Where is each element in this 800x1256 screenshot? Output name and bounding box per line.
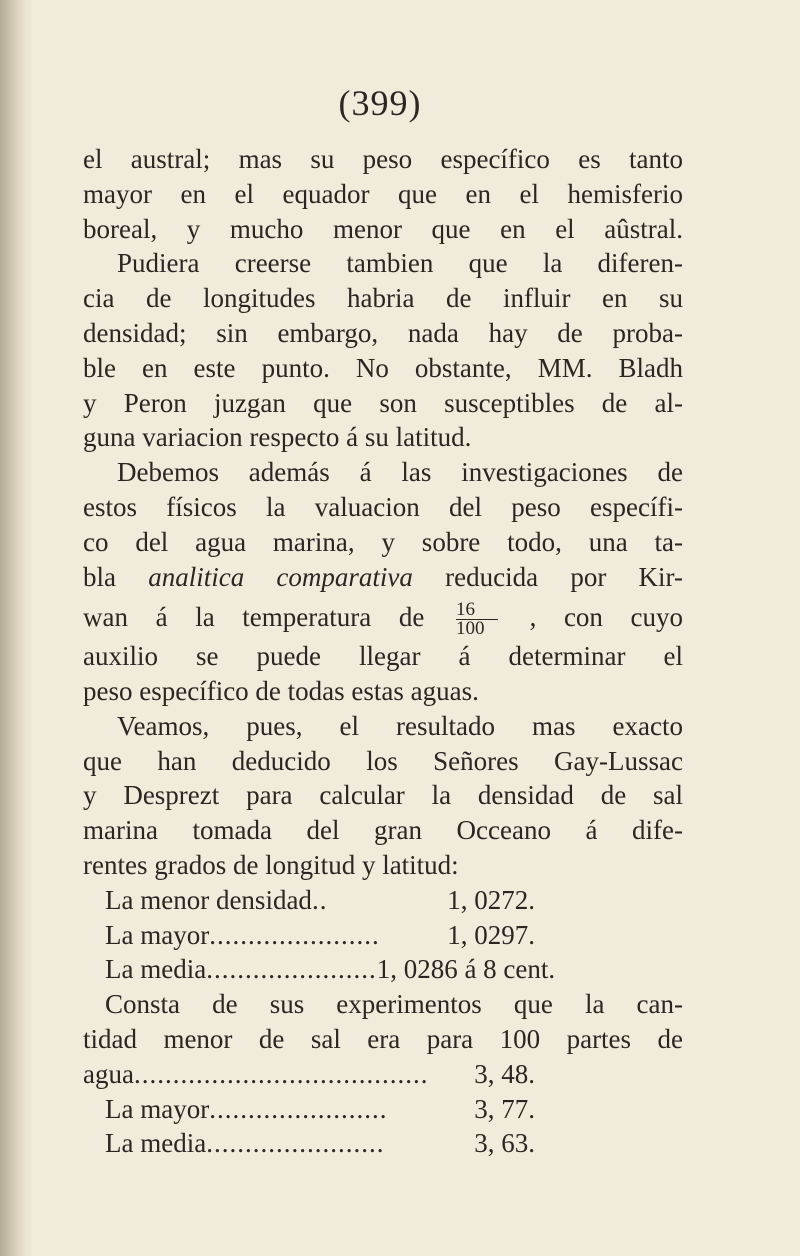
text-segment: bla	[83, 561, 149, 592]
salt-row	[83, 1126, 535, 1161]
page-number: (399)	[338, 83, 422, 123]
salt-row	[83, 1057, 535, 1092]
salt-row	[83, 1092, 535, 1127]
leader-dots: ......................	[206, 954, 377, 985]
text-line: Pudiera creerse tambien que la diferen-	[117, 248, 683, 279]
text-line-fraction	[83, 599, 684, 640]
text-line: y Desprezt para calcular la densidad de sal	[83, 780, 683, 811]
row-value: 1, 0286 á 8 cent.	[376, 954, 556, 985]
density-row	[83, 918, 535, 953]
text-line: tidad menor de sal era para 100 partes de	[83, 1023, 683, 1054]
row-label: La media	[105, 954, 207, 985]
italic-phrase: analitica comparativa	[148, 561, 413, 592]
text-line: guna variacion respecto á su latitud.	[83, 422, 472, 453]
text-line: densidad; sin embargo, nada hay de proba-	[83, 317, 683, 348]
leader-dots: .......................	[209, 1093, 388, 1124]
text-segment: reducida por Kir-	[412, 561, 683, 592]
row-label: La mayor	[105, 1093, 210, 1124]
text-segment: wan á la temperatura de	[83, 602, 425, 633]
text-line: mayor en el equador que en el hemisferio	[83, 178, 683, 209]
row-label: La mayor	[105, 919, 210, 950]
row-label: La menor densidad	[105, 884, 312, 915]
text-line: Debemos además á las investigaciones de	[117, 457, 683, 488]
density-row	[83, 883, 535, 918]
row-value: 3, 77.	[474, 1093, 535, 1124]
text-segment: , con cuyo	[529, 602, 684, 633]
row-value: 1, 0297.	[447, 919, 535, 950]
text-line: peso específico de todas estas aguas.	[83, 675, 479, 706]
text-line: co del agua marina, y sobre todo, una ta-	[83, 526, 683, 557]
row-value: 1, 0272.	[447, 884, 535, 915]
text-line: estos físicos la valuacion del peso específi-	[83, 491, 683, 522]
text-line: y Peron juzgan que son susceptibles de al-	[83, 387, 683, 418]
leader-dots: ......................	[209, 919, 380, 950]
leader-dots: ......................................	[133, 1058, 429, 1089]
text-line: marina tomada del gran Occeano á dife-	[83, 815, 683, 846]
text-line: auxilio se puede llegar á determinar el	[83, 641, 683, 672]
fraction-denominator: 100	[455, 618, 485, 640]
text-line: el austral; mas su peso específico es tanto	[83, 144, 683, 174]
text-line: ble en este punto. No obstante, MM. Bladh	[83, 352, 683, 383]
leader-dots: ..	[311, 884, 328, 915]
row-label: agua	[83, 1058, 134, 1089]
fraction-numerator: 16	[456, 602, 498, 620]
text-line: Veamos, pues, el resultado mas exacto	[117, 710, 683, 741]
row-label: La media	[105, 1128, 207, 1159]
body-text	[83, 142, 683, 1161]
row-value: 3, 63.	[474, 1128, 535, 1159]
temperature-fraction	[455, 599, 498, 640]
leader-dots: .......................	[206, 1128, 385, 1159]
text-line-italic	[83, 560, 683, 595]
text-line: boreal, y mucho menor que en el aûstral.	[83, 213, 683, 244]
row-value: 3, 48.	[474, 1058, 535, 1089]
text-line: rentes grados de longitud y latitud:	[83, 849, 459, 880]
text-line: cia de longitudes habria de influir en su	[83, 283, 683, 314]
density-row	[83, 952, 665, 987]
text-line: Consta de sus experimentos que la can-	[105, 989, 683, 1020]
text-line: que han deducido los Señores Gay-Lussac	[83, 745, 683, 776]
page-gutter-shadow	[0, 0, 34, 1256]
